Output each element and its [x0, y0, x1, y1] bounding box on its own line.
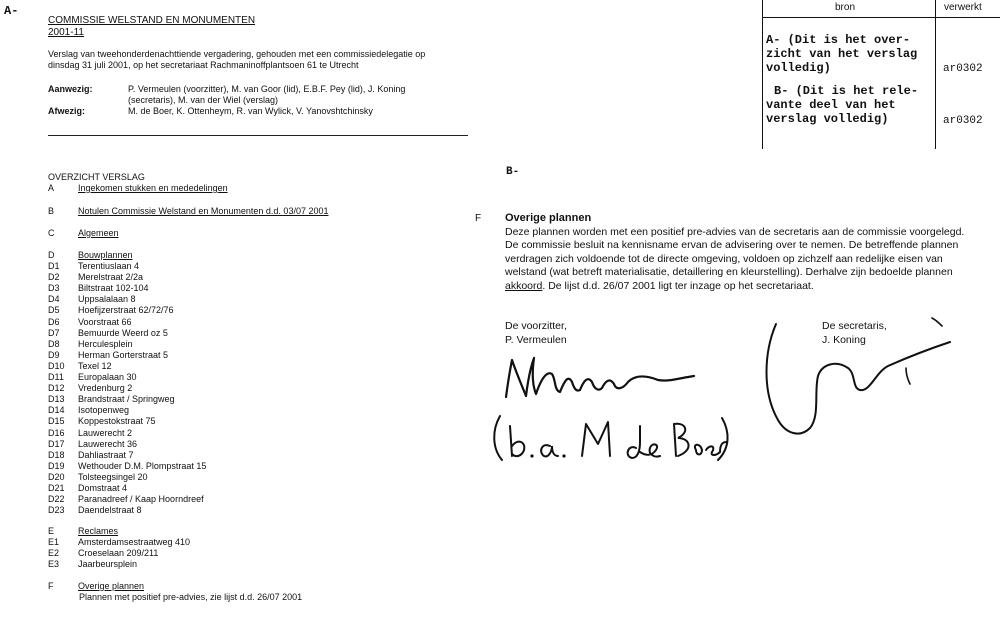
section-label: Ingekomen stukken en mededelingen — [78, 183, 228, 193]
list-item — [48, 494, 204, 505]
absent-list: M. de Boer, K. Ottenheym, R. van Wylick, V. Yanovshtchinsky — [128, 106, 373, 116]
item-label: Koppestokstraat 75 — [78, 416, 156, 427]
item-label: Daendelstraat 8 — [78, 505, 142, 516]
bron-note-a-2: zicht van het verslag — [766, 47, 918, 61]
item-code: D23 — [48, 505, 65, 516]
bron-note-b-2: vante deel van het — [766, 98, 896, 112]
item-code: D14 — [48, 405, 65, 416]
section-code: A — [48, 183, 55, 193]
section-f-code: F — [475, 213, 482, 224]
list-item — [48, 317, 132, 328]
list-item — [48, 272, 143, 283]
item-code: D17 — [48, 438, 65, 449]
overview-title: OVERZICHT VERSLAG — [48, 172, 145, 182]
note-open-paren — [494, 416, 502, 460]
list-item — [48, 505, 142, 516]
document-title: COMMISSIE WELSTAND EN MONUMENTEN — [48, 15, 256, 26]
overview-section-f-sub: Plannen met positief pre-advies, zie lijst d.d. 26/07 2001 — [79, 592, 303, 602]
note-letter-a — [541, 445, 558, 456]
item-label: Voorstraat 66 — [78, 316, 132, 327]
list-item — [48, 394, 175, 405]
item-label: Jaarbeursplein — [78, 559, 138, 570]
item-label: Lauwerecht 2 — [78, 427, 133, 438]
section-label: Notulen Commissie Welstand en Monumenten d.d. 03/07 2001 — [78, 206, 329, 216]
list-item — [48, 472, 148, 483]
section-code: E — [48, 526, 55, 536]
item-label: Europalaan 30 — [78, 372, 137, 382]
note-letter-m — [582, 422, 610, 456]
list-item — [48, 439, 137, 450]
item-code: D22 — [48, 494, 65, 505]
list-item — [48, 461, 206, 472]
bron-table-header-divider — [763, 17, 1000, 18]
note-letter-b — [510, 426, 524, 456]
item-code: D20 — [48, 471, 65, 482]
item-label: Texel 12 — [78, 360, 112, 371]
section-f-text-after: . De lijst d.d. 26/07 2001 ligt ter inzage op het secretariaat. — [542, 279, 814, 292]
list-item — [48, 537, 190, 548]
section-label: Overige plannen — [78, 581, 145, 591]
item-code: D7 — [48, 327, 60, 338]
verwerkt-header: verwerkt — [944, 2, 982, 13]
secretary-role: De secretaris, — [822, 320, 887, 332]
section-code: B — [48, 206, 55, 216]
item-code: D12 — [48, 383, 65, 394]
chair-signature — [498, 352, 708, 402]
item-label: Herculesplein — [78, 338, 133, 349]
list-item — [48, 328, 168, 339]
section-label: Reclames — [78, 526, 119, 536]
section-label: Bouwplannen — [78, 250, 133, 260]
list-item — [48, 372, 137, 383]
overview-section-a — [48, 183, 368, 195]
list-item — [48, 350, 168, 361]
item-label: Croeselaan 209/211 — [78, 548, 159, 559]
item-code: D11 — [48, 372, 64, 382]
chair-role: De voorzitter, — [505, 320, 567, 332]
item-code: D1 — [48, 261, 60, 271]
list-item — [48, 483, 127, 494]
list-item — [48, 339, 133, 350]
bron-note-a-1: A- (Dit is het over- — [766, 33, 911, 47]
secretary-signature-tick — [906, 368, 910, 384]
list-item — [48, 405, 129, 416]
absent-label: Afwezig: — [48, 106, 85, 116]
secretary-signature — [756, 312, 956, 452]
item-code: D18 — [48, 449, 65, 460]
item-label: Hoefijzerstraat 62/72/76 — [78, 305, 174, 316]
marker-a: A- — [4, 4, 19, 18]
item-label: Isotopenweg — [78, 405, 130, 416]
present-line-1: P. Vermeulen (voorzitter), M. van Goor (lid), E.B.F. Pey (lid), J. Koning — [128, 84, 406, 94]
item-label: Domstraat 4 — [78, 483, 128, 493]
item-code: E3 — [48, 559, 60, 570]
list-item — [48, 361, 112, 372]
akkoord-word: akkoord — [505, 279, 543, 292]
bron-table — [762, 0, 1000, 149]
list-item — [48, 416, 156, 427]
item-code: D10 — [48, 360, 65, 371]
note-word-boer — [674, 424, 726, 456]
item-code: D5 — [48, 305, 60, 316]
marker-b: B- — [506, 166, 520, 178]
intro-line-2: dinsdag 31 juli 2001, op het secretariaat Rachmaninoffplantsoen 61 te Utrecht — [48, 60, 359, 70]
section-f-title: Overige plannen — [505, 212, 592, 224]
item-code: D6 — [48, 316, 60, 327]
bron-header: bron — [835, 2, 856, 13]
list-item — [48, 261, 139, 272]
item-label: Bemuurde Weerd oz 5 — [78, 327, 168, 338]
bron-note-b-1: B- (Dit is het rele- — [774, 84, 919, 98]
item-label: Terentiuslaan 4 — [78, 261, 140, 271]
item-code: D2 — [48, 272, 60, 283]
bouwplannen-list — [48, 261, 368, 521]
item-label: Uppsalalaan 8 — [78, 294, 136, 305]
secretary-name: J. Koning — [822, 334, 866, 346]
note-word-de — [628, 426, 660, 458]
list-item — [48, 383, 132, 394]
item-label: Brandstraat / Springweg — [78, 394, 175, 405]
item-code: D21 — [48, 483, 65, 493]
item-label: Dahliastraat 7 — [78, 449, 134, 460]
section-code: C — [48, 228, 55, 238]
item-code: D13 — [48, 394, 65, 405]
reclames-list — [48, 537, 368, 573]
section-f-paragraph — [505, 226, 980, 293]
item-code: D19 — [48, 460, 65, 471]
section-code: F — [48, 581, 54, 591]
document-number: 2001-11 — [48, 27, 84, 38]
bron-ref-a: ar0302 — [943, 63, 983, 75]
list-item — [48, 450, 134, 461]
item-code: D15 — [48, 416, 65, 427]
item-label: Paranadreef / Kaap Hoorndreef — [78, 494, 204, 505]
intro-line-1: Verslag van tweehonderdenachttiende vergadering, gehouden met een commissiedelegatie op — [48, 49, 426, 59]
item-label: Wethouder D.M. Plompstraat 15 — [78, 460, 207, 471]
note-dot — [562, 454, 565, 457]
present-label: Aanwezig: — [48, 84, 93, 94]
header-divider — [48, 135, 468, 136]
item-code: D8 — [48, 338, 60, 349]
overview-section-c — [48, 228, 368, 240]
note-dot — [530, 454, 533, 457]
item-label: Herman Gorterstraat 5 — [78, 349, 169, 360]
item-label: Lauwerecht 36 — [78, 438, 138, 449]
list-item — [48, 283, 149, 294]
secretary-signature-stroke — [767, 324, 951, 434]
item-code: E1 — [48, 537, 60, 547]
item-label: Vredenburg 2 — [78, 383, 133, 394]
bron-ref-b: ar0302 — [943, 115, 983, 127]
bron-note-b-3: verslag volledig) — [766, 112, 889, 126]
item-code: D4 — [48, 294, 60, 305]
present-line-2: (secretaris), M. van der Wiel (verslag) — [128, 95, 279, 105]
item-label: Tolsteegsingel 20 — [78, 471, 148, 482]
handwritten-note — [490, 412, 730, 464]
item-code: D16 — [48, 427, 65, 438]
item-label: Merelstraat 2/2a — [78, 272, 144, 283]
overview-section-b — [48, 206, 388, 218]
secretary-signature-mark — [932, 318, 942, 326]
item-label: Amsterdamsestraatweg 410 — [78, 537, 191, 547]
list-item — [48, 559, 137, 570]
bron-note-a-3: volledig) — [766, 61, 831, 75]
list-item — [48, 294, 136, 305]
item-code: E2 — [48, 548, 60, 559]
chair-signature-stroke — [506, 358, 694, 397]
bron-table-col-divider — [935, 0, 936, 149]
section-label: Algemeen — [78, 228, 119, 238]
list-item — [48, 548, 158, 559]
item-code: D3 — [48, 283, 60, 294]
section-code: D — [48, 250, 55, 260]
section-f-text-before: Deze plannen worden met een positief pre-advies van de secretaris aan de commissie voorgelegd. De commissie besluit na kennisname ervan de advisering over te nemen. De betreffende plannen verdragen zich voldoende tot de directe omgeving, voldoen op zichzelf aan redelijke eisen van welstand (wat betreft materialisatie, detaillering en kleurstelling). Derhalve zijn bedoelde plannen — [505, 226, 965, 279]
chair-name: P. Vermeulen — [505, 334, 567, 346]
item-code: D9 — [48, 349, 60, 360]
list-item — [48, 428, 132, 439]
item-label: Biltstraat 102-104 — [78, 283, 149, 294]
list-item — [48, 305, 174, 316]
